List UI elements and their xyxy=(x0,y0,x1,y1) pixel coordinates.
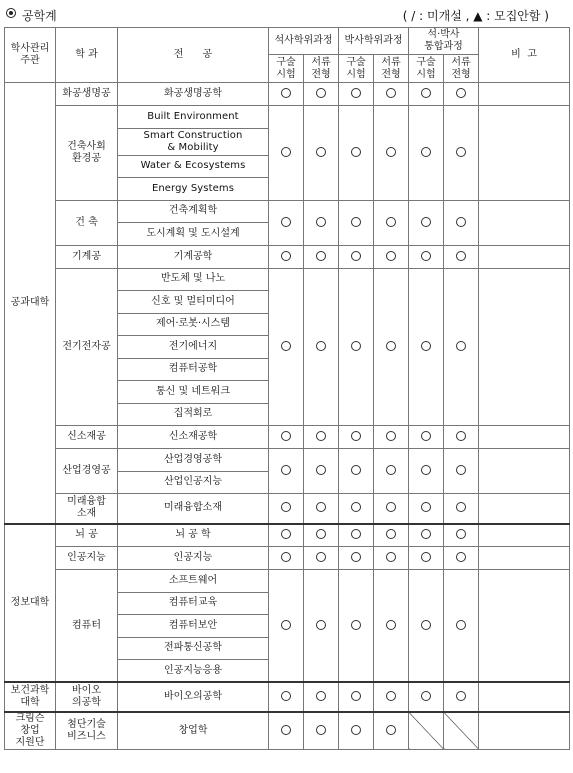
circle-mark-icon xyxy=(316,725,326,735)
circle-mark-icon xyxy=(281,620,291,630)
mark-cell xyxy=(304,245,339,268)
circle-mark-icon xyxy=(281,147,291,157)
circle-mark-icon xyxy=(386,251,396,261)
note-cell xyxy=(479,245,570,268)
circle-mark-icon xyxy=(421,88,431,98)
col-docs: 서류 전형 xyxy=(444,55,479,83)
mark-cell xyxy=(269,106,304,201)
mark-cell xyxy=(409,449,444,494)
circle-mark-icon xyxy=(351,552,361,562)
col-doctoral: 박사학위과정 xyxy=(339,28,409,55)
major-cell: 화공생명공학 xyxy=(118,83,269,106)
circle-mark-icon xyxy=(281,502,291,512)
circle-mark-icon xyxy=(281,341,291,351)
mark-cell xyxy=(409,83,444,106)
major-cell: 제어·로봇·시스템 xyxy=(118,313,269,336)
note-cell xyxy=(479,268,570,426)
major-cell: 컴퓨터보안 xyxy=(118,615,269,638)
note-cell xyxy=(479,570,570,683)
circle-mark-icon xyxy=(281,691,291,701)
major-cell: 소프트웨어 xyxy=(118,570,269,593)
col-note: 비 고 xyxy=(479,28,570,83)
table-row xyxy=(5,200,570,223)
circle-mark-icon xyxy=(351,620,361,630)
circle-mark-icon xyxy=(316,251,326,261)
college-cell: 크림슨 창업 지원단 xyxy=(5,712,56,750)
mark-cell xyxy=(444,268,479,426)
mark-cell xyxy=(269,449,304,494)
mark-cell xyxy=(444,449,479,494)
mark-cell xyxy=(374,426,409,449)
note-cell xyxy=(479,547,570,570)
major-cell: 집적회로 xyxy=(118,403,269,426)
circle-mark-icon xyxy=(281,552,291,562)
college-cell: 보건과학 대학 xyxy=(5,682,56,712)
dept-cell: 기계공 xyxy=(56,245,118,268)
program-table-body xyxy=(5,83,570,750)
major-cell: Water & Ecosystems xyxy=(118,155,269,178)
mark-cell xyxy=(339,547,374,570)
table-row xyxy=(5,524,570,547)
circle-mark-icon xyxy=(281,529,291,539)
col-major: 전 공 xyxy=(118,28,269,83)
major-cell: 미래융합소재 xyxy=(118,494,269,524)
dept-cell: 미래융합 소재 xyxy=(56,494,118,524)
major-cell: 전기에너지 xyxy=(118,336,269,359)
not-offered-cell xyxy=(444,712,479,750)
table-row xyxy=(5,449,570,472)
mark-cell xyxy=(304,449,339,494)
dept-cell: 인공지능 xyxy=(56,547,118,570)
mark-cell xyxy=(304,682,339,712)
mark-cell xyxy=(444,83,479,106)
mark-cell xyxy=(409,682,444,712)
col-integrated: 석·박사 통합과정 xyxy=(409,28,479,55)
mark-cell xyxy=(269,200,304,245)
circle-mark-icon xyxy=(351,251,361,261)
mark-cell xyxy=(444,106,479,201)
circle-mark-icon xyxy=(421,147,431,157)
circle-mark-icon xyxy=(456,465,466,475)
circle-mark-icon xyxy=(386,552,396,562)
col-dept: 학 과 xyxy=(56,28,118,83)
major-cell: 바이오의공학 xyxy=(118,682,269,712)
circle-mark-icon xyxy=(456,552,466,562)
circle-mark-icon xyxy=(351,725,361,735)
table-row xyxy=(5,245,570,268)
major-cell: 전파통신공학 xyxy=(118,637,269,660)
program-table xyxy=(4,27,570,750)
circle-mark-icon xyxy=(351,217,361,227)
mark-cell xyxy=(409,200,444,245)
circle-mark-icon xyxy=(386,502,396,512)
col-docs: 서류 전형 xyxy=(374,55,409,83)
circle-mark-icon xyxy=(281,431,291,441)
col-oral: 구술 시험 xyxy=(409,55,444,83)
circle-mark-icon xyxy=(386,725,396,735)
major-cell: Energy Systems xyxy=(118,178,269,201)
mark-cell xyxy=(339,712,374,750)
circle-mark-icon xyxy=(351,88,361,98)
circle-mark-icon xyxy=(421,691,431,701)
circle-mark-icon xyxy=(316,691,326,701)
circle-mark-icon xyxy=(281,465,291,475)
table-row xyxy=(5,106,570,129)
mark-cell xyxy=(269,524,304,547)
circle-mark-icon xyxy=(316,88,326,98)
mark-cell xyxy=(444,570,479,683)
major-cell: 뇌 공 학 xyxy=(118,524,269,547)
col-oral: 구술 시험 xyxy=(339,55,374,83)
circle-mark-icon xyxy=(351,341,361,351)
circle-mark-icon xyxy=(281,251,291,261)
circle-mark-icon xyxy=(386,529,396,539)
major-cell: 컴퓨터공학 xyxy=(118,358,269,381)
mark-cell xyxy=(409,245,444,268)
circle-mark-icon xyxy=(456,620,466,630)
table-row xyxy=(5,547,570,570)
mark-cell xyxy=(339,268,374,426)
col-college: 학사관리 주관 xyxy=(5,28,56,83)
circle-mark-icon xyxy=(386,341,396,351)
major-cell: Built Environment xyxy=(118,106,269,129)
mark-cell xyxy=(374,494,409,524)
mark-cell xyxy=(339,106,374,201)
mark-cell xyxy=(374,449,409,494)
major-cell: 컴퓨터교육 xyxy=(118,592,269,615)
note-cell xyxy=(479,83,570,106)
circle-mark-icon xyxy=(386,465,396,475)
circle-mark-icon xyxy=(351,147,361,157)
mark-cell xyxy=(269,494,304,524)
mark-cell xyxy=(304,83,339,106)
mark-cell xyxy=(269,682,304,712)
mark-cell xyxy=(409,570,444,683)
col-oral: 구술 시험 xyxy=(269,55,304,83)
table-row xyxy=(5,83,570,106)
mark-cell xyxy=(339,682,374,712)
col-masters: 석사학위과정 xyxy=(269,28,339,55)
dept-cell: 건 축 xyxy=(56,200,118,245)
table-row xyxy=(5,426,570,449)
mark-cell xyxy=(374,200,409,245)
major-cell: 창업학 xyxy=(118,712,269,750)
mark-cell xyxy=(409,524,444,547)
circle-mark-icon xyxy=(316,502,326,512)
mark-cell xyxy=(444,547,479,570)
major-cell: 신호 및 멀티미디어 xyxy=(118,291,269,314)
mark-cell xyxy=(339,494,374,524)
dept-cell: 산업경영공 xyxy=(56,449,118,494)
major-cell: 신소재공학 xyxy=(118,426,269,449)
section-title: 공학계 xyxy=(22,9,57,23)
mark-cell xyxy=(444,200,479,245)
circle-mark-icon xyxy=(421,529,431,539)
mark-cell xyxy=(409,268,444,426)
mark-cell xyxy=(409,547,444,570)
mark-cell xyxy=(269,712,304,750)
circle-mark-icon xyxy=(456,431,466,441)
mark-cell xyxy=(374,570,409,683)
note-cell xyxy=(479,449,570,494)
circle-mark-icon xyxy=(421,251,431,261)
dept-cell: 컴퓨터 xyxy=(56,570,118,683)
major-cell: Smart Construction & Mobility xyxy=(118,128,269,155)
circle-mark-icon xyxy=(456,341,466,351)
circle-mark-icon xyxy=(421,341,431,351)
circle-mark-icon xyxy=(281,88,291,98)
mark-cell xyxy=(269,547,304,570)
col-docs: 서류 전형 xyxy=(304,55,339,83)
circle-mark-icon xyxy=(386,431,396,441)
circle-mark-icon xyxy=(316,529,326,539)
college-cell: 정보대학 xyxy=(5,524,56,683)
mark-cell xyxy=(444,682,479,712)
major-cell: 인공지능 xyxy=(118,547,269,570)
major-cell: 산업경영공학 xyxy=(118,449,269,472)
mark-cell xyxy=(304,268,339,426)
note-cell xyxy=(479,682,570,712)
major-cell: 반도체 및 나노 xyxy=(118,268,269,291)
major-cell: 산업인공지능 xyxy=(118,471,269,494)
mark-cell xyxy=(444,524,479,547)
mark-cell xyxy=(374,268,409,426)
mark-cell xyxy=(374,83,409,106)
major-cell: 건축계획학 xyxy=(118,200,269,223)
dept-cell: 전기전자공 xyxy=(56,268,118,426)
note-cell xyxy=(479,524,570,547)
major-cell: 통신 및 네트워크 xyxy=(118,381,269,404)
section-header xyxy=(0,0,573,28)
circle-mark-icon xyxy=(421,431,431,441)
circle-mark-icon xyxy=(421,502,431,512)
mark-cell xyxy=(339,524,374,547)
mark-cell xyxy=(339,426,374,449)
mark-cell xyxy=(374,106,409,201)
dept-cell: 첨단기술 비즈니스 xyxy=(56,712,118,750)
note-cell xyxy=(479,712,570,750)
mark-cell xyxy=(304,524,339,547)
note-cell xyxy=(479,200,570,245)
mark-cell xyxy=(444,494,479,524)
mark-cell xyxy=(374,547,409,570)
major-cell: 인공지능응용 xyxy=(118,660,269,683)
mark-cell xyxy=(269,245,304,268)
circle-mark-icon xyxy=(316,552,326,562)
circle-mark-icon xyxy=(316,217,326,227)
mark-cell xyxy=(304,712,339,750)
circle-mark-icon xyxy=(386,691,396,701)
mark-cell xyxy=(269,83,304,106)
circle-mark-icon xyxy=(351,691,361,701)
mark-cell xyxy=(269,268,304,426)
mark-cell xyxy=(374,245,409,268)
mark-cell xyxy=(339,245,374,268)
mark-cell xyxy=(304,106,339,201)
circle-mark-icon xyxy=(421,552,431,562)
circle-mark-icon xyxy=(316,465,326,475)
circle-mark-icon xyxy=(456,691,466,701)
circle-mark-icon xyxy=(351,465,361,475)
mark-cell xyxy=(339,570,374,683)
dept-cell: 신소재공 xyxy=(56,426,118,449)
mark-cell xyxy=(339,449,374,494)
circle-mark-icon xyxy=(456,217,466,227)
circle-mark-icon xyxy=(316,147,326,157)
circle-mark-icon xyxy=(281,217,291,227)
table-row xyxy=(5,682,570,712)
radio-bullet-icon xyxy=(6,8,16,18)
circle-mark-icon xyxy=(421,620,431,630)
circle-mark-icon xyxy=(456,502,466,512)
dept-cell: 화공생명공 xyxy=(56,83,118,106)
circle-mark-icon xyxy=(351,502,361,512)
circle-mark-icon xyxy=(386,620,396,630)
circle-mark-icon xyxy=(456,529,466,539)
circle-mark-icon xyxy=(316,341,326,351)
circle-mark-icon xyxy=(386,217,396,227)
major-cell: 도시계획 및 도시설계 xyxy=(118,223,269,246)
mark-cell xyxy=(409,106,444,201)
circle-mark-icon xyxy=(316,620,326,630)
mark-cell xyxy=(409,426,444,449)
mark-cell xyxy=(269,426,304,449)
circle-mark-icon xyxy=(456,88,466,98)
mark-cell xyxy=(409,494,444,524)
mark-cell xyxy=(269,570,304,683)
table-row xyxy=(5,494,570,524)
mark-cell xyxy=(304,494,339,524)
legend-text: ( / : 미개설 , ▲ : 모집안함 ) xyxy=(402,9,549,23)
not-offered-cell xyxy=(409,712,444,750)
college-cell: 공과대학 xyxy=(5,83,56,524)
mark-cell xyxy=(304,570,339,683)
mark-cell xyxy=(339,83,374,106)
circle-mark-icon xyxy=(456,147,466,157)
circle-mark-icon xyxy=(386,88,396,98)
table-row xyxy=(5,570,570,593)
dept-cell: 건축사회 환경공 xyxy=(56,106,118,201)
table-row xyxy=(5,712,570,750)
circle-mark-icon xyxy=(281,725,291,735)
major-cell: 기계공학 xyxy=(118,245,269,268)
note-cell xyxy=(479,426,570,449)
circle-mark-icon xyxy=(351,431,361,441)
dept-cell: 뇌 공 xyxy=(56,524,118,547)
mark-cell xyxy=(374,712,409,750)
circle-mark-icon xyxy=(316,431,326,441)
note-cell xyxy=(479,106,570,201)
circle-mark-icon xyxy=(421,465,431,475)
circle-mark-icon xyxy=(351,529,361,539)
circle-mark-icon xyxy=(386,147,396,157)
circle-mark-icon xyxy=(421,217,431,227)
note-cell xyxy=(479,494,570,524)
mark-cell xyxy=(374,524,409,547)
mark-cell xyxy=(444,245,479,268)
mark-cell xyxy=(339,200,374,245)
circle-mark-icon xyxy=(456,251,466,261)
dept-cell: 바이오 의공학 xyxy=(56,682,118,712)
mark-cell xyxy=(374,682,409,712)
mark-cell xyxy=(304,426,339,449)
mark-cell xyxy=(444,426,479,449)
mark-cell xyxy=(304,547,339,570)
table-row xyxy=(5,268,570,291)
mark-cell xyxy=(304,200,339,245)
